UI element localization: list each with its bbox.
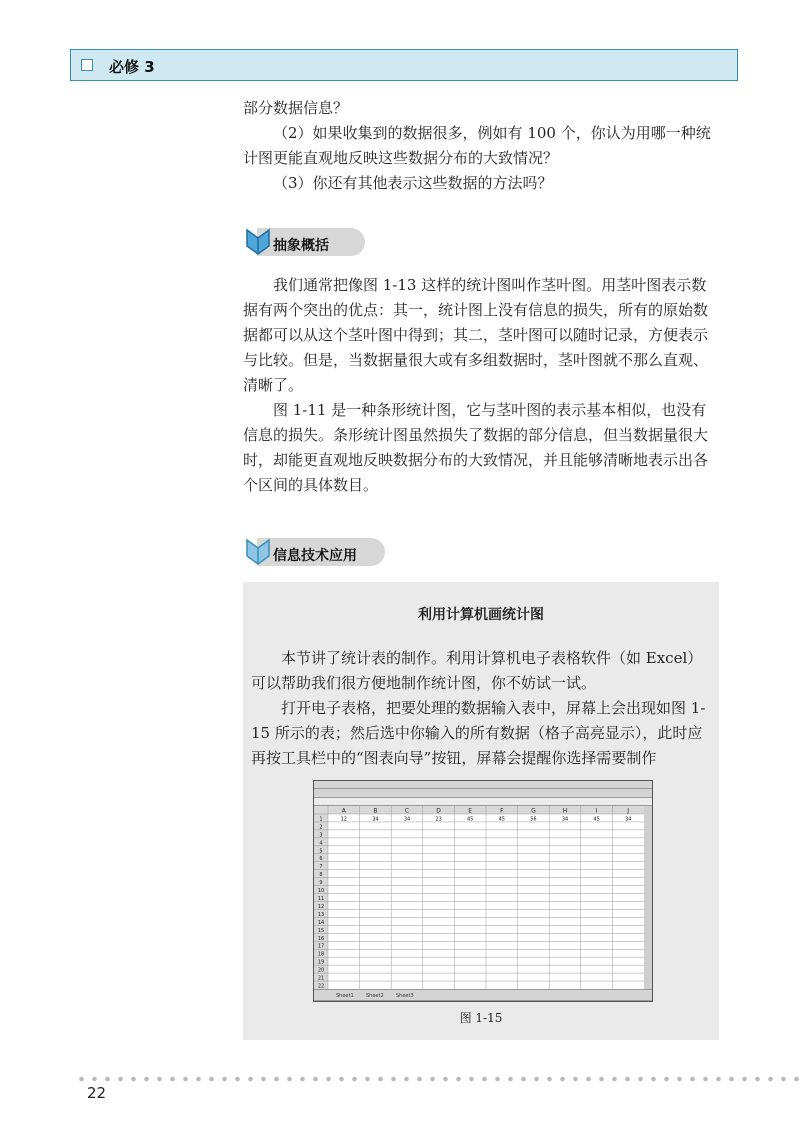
- spreadsheet-figure: [313, 780, 653, 1002]
- cell-value: 12: [340, 816, 347, 823]
- row-header: 12: [317, 903, 325, 910]
- column-header: I: [595, 807, 598, 815]
- sheet-tab: Sheet1: [336, 993, 354, 999]
- chapter-header: [70, 49, 738, 81]
- cell-value: 45: [593, 816, 600, 823]
- column-header: B: [373, 807, 378, 815]
- row-header: 4: [319, 840, 323, 847]
- chapter-title: 必修 3: [109, 58, 155, 76]
- row-header: 16: [317, 935, 325, 942]
- row-header: 11: [317, 896, 325, 902]
- badge-tab: [257, 538, 385, 566]
- row-header: 13: [317, 911, 325, 918]
- column-header: F: [500, 807, 504, 815]
- column-header: D: [436, 807, 441, 815]
- info-paragraph-2: 打开电子表格，把要处理的数据输入表中，屏幕上会出现如图 1-15 所示的表；然后选中你输入的所有数据（格子高亮显示），此时应再按工具栏中的“图表向导”按钮，屏幕会提醒你选择需要制作: [251, 699, 706, 767]
- row-header: 8: [319, 872, 323, 879]
- figure-caption: 图 1-15: [459, 1011, 503, 1025]
- abstract-paragraph-2: 图 1-11 是一种条形统计图，它与茎叶图的表示基本相似，也没有信息的损失。条形统计图虽然损失了数据的部分信息，但当数据量很大时，却能更直观地反映数据分布的大致情况，并且能够清晰地表示出各个区间的具体数目。: [243, 401, 709, 494]
- cell-value: 23: [435, 816, 442, 823]
- info-paragraph-1: 本节讲了统计表的制作。利用计算机电子表格软件（如 Excel）可以帮助我们很方便地制作统计图，你不妨试一试。: [251, 649, 703, 692]
- row-header: 14: [317, 919, 325, 926]
- cell-value: 45: [467, 816, 474, 823]
- row-header: 18: [317, 951, 325, 958]
- row-header: 1: [319, 816, 323, 823]
- sheet-tab-bar: [314, 989, 652, 1001]
- abstract-badge: [243, 226, 365, 258]
- footer-dotted-rule: [75, 1076, 800, 1082]
- row-header: 2: [319, 824, 323, 831]
- bookmark-icon: [243, 226, 273, 258]
- row-header: 9: [319, 880, 323, 887]
- column-header: H: [562, 807, 568, 815]
- question-line-1: 部分数据信息？: [243, 99, 349, 117]
- sheet-tab: Sheet2: [366, 993, 384, 999]
- toolbar: [314, 789, 652, 798]
- abstract-label: 抽象概括: [273, 238, 329, 254]
- info-box: [243, 582, 719, 1040]
- cell-value: 34: [403, 816, 411, 823]
- cell-value: 34: [372, 816, 379, 823]
- column-header: E: [468, 807, 473, 815]
- badge-tab: [257, 228, 365, 256]
- formula-bar: [314, 798, 652, 806]
- menu-bar: [314, 781, 652, 789]
- cell-value: 56: [530, 816, 537, 823]
- row-header: 19: [317, 959, 325, 966]
- info-title: 利用计算机画统计图: [418, 607, 544, 623]
- vertical-scrollbar: [644, 806, 652, 989]
- row-header: 5: [319, 848, 323, 855]
- it-label: 信息技术应用: [273, 548, 357, 564]
- bookmark-icon: [243, 536, 273, 568]
- column-header: G: [531, 807, 536, 815]
- column-header: J: [627, 807, 630, 815]
- column-header-bg: [314, 806, 652, 814]
- row-header: 6: [319, 856, 323, 863]
- row-header: 10: [317, 888, 325, 895]
- column-header: A: [341, 807, 346, 815]
- cell-value: 34: [561, 816, 569, 823]
- header-square-icon: [81, 59, 93, 71]
- cell-value: 45: [498, 816, 505, 823]
- column-header: C: [404, 807, 410, 815]
- row-header: 7: [319, 864, 323, 871]
- page-number: 22: [87, 1084, 107, 1102]
- spreadsheet-grid: [314, 806, 652, 989]
- cell-value: 34: [625, 816, 632, 823]
- sheet-tab: Sheet3: [396, 993, 414, 999]
- it-badge: [243, 536, 383, 568]
- row-header: 20: [317, 967, 325, 974]
- row-header: 3: [319, 832, 323, 839]
- question-3: （3）你还有其他表示这些数据的方法吗？: [273, 174, 553, 192]
- row-header: 15: [317, 927, 325, 934]
- row-header: 22: [317, 983, 325, 989]
- row-header: 21: [317, 975, 325, 982]
- abstract-paragraph-1: 我们通常把像图 1-13 这样的统计图叫作茎叶图。用茎叶图表示数据有两个突出的优点：其一，统计图上没有信息的损失，所有的原始数据都可以从这个茎叶图中得到；其二，茎叶图可以随时记录，方便表示与比较。但是，当数据量很大或有多组数据时，茎叶图就不那么直观、清晰了。: [243, 276, 709, 394]
- question-2: （2）如果收集到的数据很多，例如有 100 个，你认为用哪一种统计图更能直观地反映这些数据分布的大致情况？: [243, 124, 711, 167]
- row-header: 17: [317, 943, 325, 950]
